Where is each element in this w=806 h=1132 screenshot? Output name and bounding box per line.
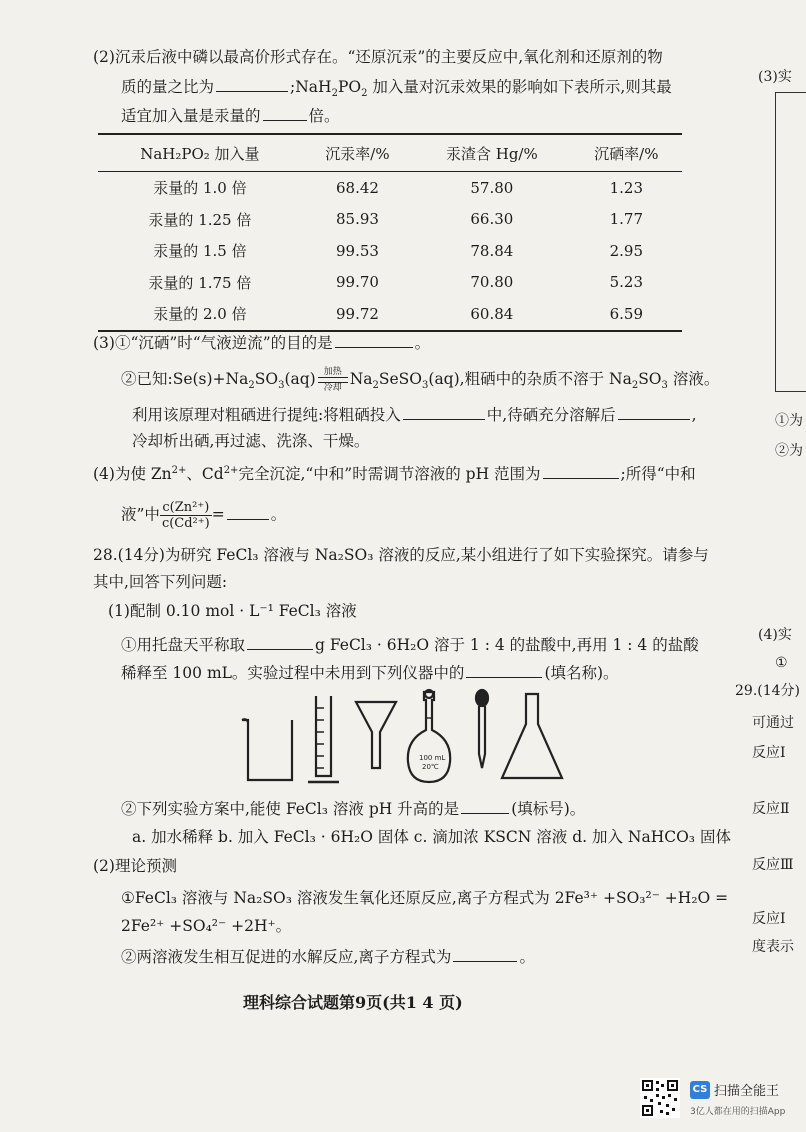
page-footer: 理科综合试题第9页(共1 4 页): [243, 993, 463, 1012]
q27-part2-line3: 适宜加入量是汞量的 倍。: [121, 104, 340, 127]
q27-part2-line1: (2)沉汞后液中磷以最高价形式存在。“还原沉汞”的主要反应中,氧化剂和还原剂的物: [93, 48, 663, 66]
q27-part2-line2: 质的量之比为 $;NaH_2PO_2$ 加入量对沉汞效果的影响如下表所示,则其最: [121, 75, 672, 98]
q27-part3-2: ②已知$:Se(s)+Na_2SO_3(aq)$ 加热 冷却 $Na_2SeSO_3(aq)$,粗硒中的杂质不溶于 $Na_2SO_3$ 溶液。: [121, 367, 720, 393]
table-header: 沉汞率/%: [302, 134, 413, 172]
q28-part1: (1)配制 0.10 mol · L⁻¹ FeCl₃ 溶液: [108, 602, 357, 620]
scanner-slogan: 3亿人都在用的扫描App: [690, 1107, 786, 1117]
q28-title-cont: 其中,回答下列问题:: [93, 573, 228, 591]
camscanner-logo: CS: [690, 1081, 710, 1099]
q28-part1-1: ①用托盘天平称取 g FeCl₃ · 6H₂O 溶于 1 : 4 的盐酸中,再用 1 : 4 的盐酸: [121, 633, 699, 656]
table-cell: 70.80: [470, 273, 514, 292]
q27-part3-1: (3)①“沉硒”时“气液逆流”的目的是 。: [93, 331, 430, 354]
q27-part3-3: 利用该原理对粗硒进行提纯:将粗硒投入 中,待硒充分溶解后 ,: [132, 403, 697, 426]
table-row: [98, 172, 682, 204]
table-cell: 57.80: [470, 178, 514, 197]
table-cell: 99.72: [302, 298, 413, 331]
table-header: NaH₂PO₂ 加入量: [98, 134, 302, 172]
flask-temp-label: 20℃: [422, 763, 439, 771]
right-col-text: (4)实: [758, 627, 792, 643]
table-cell: 66.30: [470, 210, 514, 229]
q27-part4-1: (4)为使 $Zn^{2+}$、$Cd^{2+}$完全沉淀,“中和”时需调节溶液的 pH 范围为 ;所得“中和: [93, 462, 696, 485]
right-col-text: 反应Ⅰ: [752, 911, 786, 927]
table-cell: 99.70: [335, 273, 379, 292]
q28-part2-1: ①FeCl₃ 溶液与 Na₂SO₃ 溶液发生氧化还原反应,离子方程式为 2Fe³⁺ +SO₃²⁻ +H₂O =: [121, 889, 729, 907]
answer-blank[interactable]: [618, 403, 690, 420]
right-col-text: ①为: [775, 413, 803, 429]
table-cell: 汞量的 1.25 倍: [148, 210, 252, 229]
table-row: [98, 204, 682, 236]
table-cell: 6.59: [571, 298, 682, 331]
right-col-text: 反应Ⅱ: [752, 801, 790, 817]
table-row: [98, 267, 682, 299]
answer-blank[interactable]: [216, 75, 288, 92]
table-cell: 汞量的 1.5 倍: [153, 242, 247, 261]
dropper-icon: [476, 690, 488, 768]
q28-title: 28.(14分)为研究 FeCl₃ 溶液与 Na₂SO₃ 溶液的反应,某小组进行了如下实验探究。请参与: [93, 546, 709, 564]
table-row: [98, 235, 682, 267]
table-row: [98, 298, 682, 331]
right-col-text: 反应Ⅰ: [752, 745, 786, 761]
table-header: 汞渣含 Hg/%: [413, 134, 570, 172]
table-cell: 60.84: [413, 298, 570, 331]
answer-blank[interactable]: [453, 945, 517, 962]
flask-volume-label: 100 mL: [419, 754, 446, 762]
q27-part4-2: 液”中 $\frac{\text{c(Zn²⁺)}}{\text{c(Cd²⁺)}}$ = 。: [121, 500, 287, 531]
right-col-text: 度表示: [752, 939, 794, 955]
answer-blank[interactable]: [247, 633, 313, 650]
scanner-brand: 扫描全能王: [714, 1084, 780, 1099]
table-cell: 85.93: [335, 210, 379, 229]
qr-code-icon: [640, 1078, 680, 1118]
table-cell: 78.84: [470, 241, 514, 260]
right-col-text: 反应Ⅲ: [752, 857, 794, 873]
answer-blank[interactable]: [227, 503, 269, 520]
funnel-icon: [356, 702, 396, 768]
right-col-figure-frame: [775, 92, 806, 392]
q28-part2-2: ②两溶液发生相互促进的水解反应,离子方程式为 。: [121, 945, 535, 968]
answer-blank[interactable]: [263, 104, 307, 121]
conical-flask-icon: [502, 694, 562, 778]
nah2po2-effect-table: [98, 133, 682, 332]
table-cell: 1.23: [609, 178, 643, 197]
q28-part1-2: ②下列实验方案中,能使 FeCl₃ 溶液 pH 升高的是 (填标号)。: [121, 797, 585, 820]
table-cell: 1.77: [609, 210, 643, 229]
answer-blank[interactable]: [543, 462, 619, 479]
table-cell: 2.95: [609, 241, 643, 260]
table-cell: 汞量的 1.75 倍: [148, 273, 252, 292]
right-col-text: 29.(14分): [735, 683, 801, 699]
right-col-text: ①: [775, 655, 788, 671]
table-cell: 68.42: [335, 178, 379, 197]
answer-blank[interactable]: [466, 661, 542, 678]
right-col-text: ②为: [775, 443, 803, 459]
q28-part2-1-cont: 2Fe²⁺ +SO₄²⁻ +2H⁺。: [121, 917, 292, 935]
table-cell: 5.23: [609, 273, 643, 292]
answer-blank[interactable]: [461, 797, 509, 814]
q28-part2: (2)理论预测: [93, 857, 177, 875]
lab-apparatus-figure: [238, 688, 568, 786]
q27-part3-4: 冷却析出硒,再过滤、洗涤、干燥。: [132, 432, 370, 450]
right-col-text: (3)实: [758, 69, 792, 85]
q28-part1-1-cont: 稀释至 100 mL。实验过程中未用到下列仪器中的 (填名称)。: [121, 661, 619, 684]
reversible-arrow: 加热 冷却: [318, 367, 348, 393]
table-header-row: [98, 134, 682, 172]
table-cell: 99.53: [335, 241, 379, 260]
graduated-cylinder-icon: [308, 696, 339, 782]
zn-cd-ratio-fraction: $\frac{\text{c(Zn²⁺)}}{\text{c(Cd²⁺)}}$: [161, 500, 210, 531]
q28-options: a. 加水稀释 b. 加入 FeCl₃ · 6H₂O 固体 c. 滴加浓 KSCN 溶液 d. 加入 NaHCO₃ 固体: [132, 828, 731, 846]
table-cell: 汞量的 1.0 倍: [153, 179, 247, 198]
answer-blank[interactable]: [403, 403, 485, 420]
table-cell: 汞量的 2.0 倍: [98, 298, 302, 331]
right-col-text: 可通过: [752, 715, 794, 731]
beaker-icon: [242, 719, 292, 780]
answer-blank[interactable]: [335, 331, 413, 348]
table-header: 沉硒率/%: [571, 134, 682, 172]
